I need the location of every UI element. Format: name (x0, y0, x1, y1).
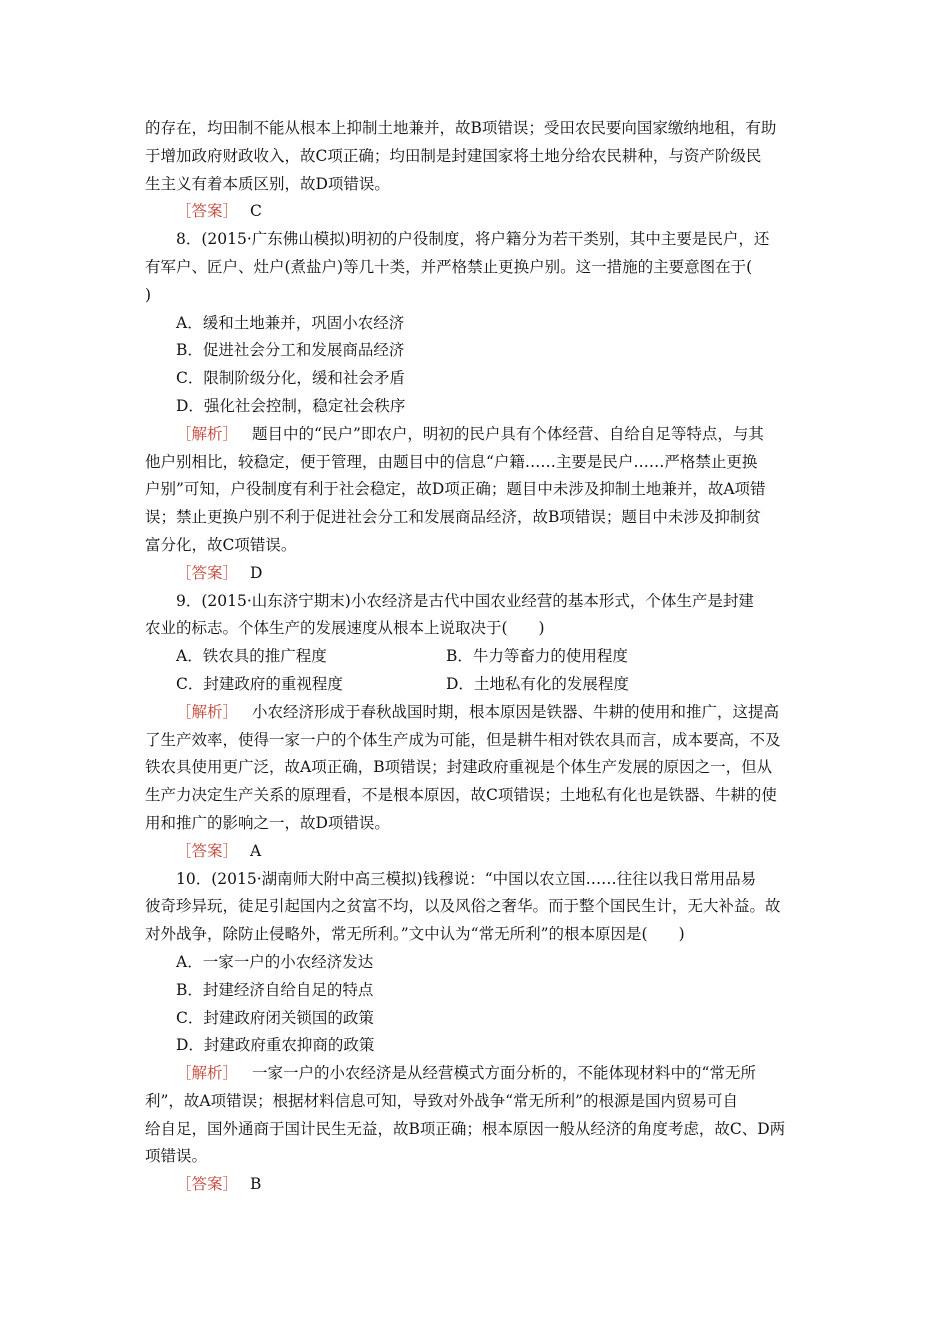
analysis-tag: ［解析］ (176, 702, 239, 721)
analysis-line (145, 421, 807, 449)
analysis-tag: ［解析］ (176, 1064, 239, 1083)
analysis-text: 一家一户的小农经济是从经营模式方面分析的，不能体现材料中的“常无所 (252, 1064, 756, 1083)
q9-answer (145, 838, 807, 866)
q8-answer (145, 560, 807, 588)
text-line: 生主义有着本质区别，故D项错误。 (145, 174, 390, 193)
question-9 (145, 588, 807, 866)
analysis-line: 铁农具使用更广泛，故A项正确，B项错误；封建政府重视是个体生产发展的原因之一，但从 (145, 758, 773, 777)
option-b: B．封建经济自给自足的特点 (176, 980, 374, 999)
answer-tag: ［答案］ (176, 563, 239, 582)
q7-answer (145, 198, 807, 226)
question-8 (145, 226, 807, 587)
option-a: A．缓和土地兼并，巩固小农经济 (176, 313, 405, 332)
analysis-line (145, 699, 807, 727)
answer-value: A (250, 841, 262, 860)
analysis-line: 户别”可知，户役制度有利于社会稳定，故D项正确；题目中未涉及抑制土地兼并，故A项错 (145, 480, 766, 499)
option-d: D．强化社会控制，稳定社会秩序 (176, 396, 406, 415)
question-10 (145, 866, 807, 1200)
text-line: 于增加政府财政收入，故C项正确；均田制是封建国家将土地分给农民耕种，与资产阶级民 (145, 146, 762, 165)
q8-analysis (145, 421, 807, 560)
option-b: B．促进社会分工和发展商品经济 (176, 341, 405, 360)
answer-tag: ［答案］ (176, 202, 239, 221)
analysis-line: 给自足，国外通商于国计民生无益，故B项正确；根本原因一般从经济的角度考虑，故C、D两 (145, 1119, 786, 1138)
question-stem: 有军户、匠户、灶户(煮盐户)等几十类，并严格禁止更换户别。这一措施的主要意图在于( (145, 257, 753, 276)
option-c: C．限制阶级分化，缓和社会矛盾 (176, 369, 405, 388)
analysis-text: 题目中的“民户”即农户，明初的民户具有个体经营、自给自足等特点，与其 (252, 424, 764, 443)
analysis-line (145, 1060, 807, 1088)
analysis-line: 利”，故A项错误；根据材料信息可知，导致对外战争“常无所利”的根源是国内贸易可自 (145, 1091, 738, 1110)
answer-tag: ［答案］ (176, 1175, 239, 1194)
question-stem: ) (145, 285, 152, 304)
option-a: A．铁农具的推广程度 (176, 647, 327, 666)
analysis-line: 用和推广的影响之一，故D项错误。 (145, 813, 390, 832)
text-line: 的存在，均田制不能从根本上抑制土地兼并，故B项错误；受田农民要向国家缴纳地租，有助 (145, 119, 777, 137)
question-stem: 9．(2015·山东济宁期末)小农经济是古代中国农业经营的基本形式，个体生产是封建 (176, 591, 754, 610)
q7-analysis-tail (145, 115, 807, 198)
answer-value: C (250, 202, 262, 221)
answer-value: D (250, 563, 263, 582)
question-stem: 对外战争，除防止侵略外，常无所利。”文中认为“常无所利”的根本原因是( ) (145, 925, 685, 944)
question-stem: 8．(2015·广东佛山模拟)明初的户役制度，将户籍分为若干类别，其中主要是民户，还 (176, 230, 770, 249)
option-a: A．一家一户的小农经济发达 (176, 952, 374, 971)
analysis-line: 误；禁止更换户别不利于促进社会分工和发展商品经济，故B项错误；题目中未涉及抑制贫 (145, 508, 761, 527)
document-page (145, 115, 807, 1199)
analysis-line: 项错误。 (145, 1147, 208, 1166)
analysis-line: 富分化，故C项错误。 (145, 535, 297, 554)
q9-analysis (145, 699, 807, 838)
analysis-line: 生产力决定生产关系的原理看，不是根本原因，故C项错误；土地私有化也是铁器、牛耕的使 (145, 786, 777, 805)
question-stem: 农业的标志。个体生产的发展速度从根本上说取决于( ) (145, 619, 545, 638)
answer-value: B (250, 1175, 262, 1194)
analysis-line: 了生产效率，使得一家一户的个体生产成为可能，但是耕牛相对铁农具而言，成本要高，不及 (145, 730, 781, 749)
analysis-tag: ［解析］ (176, 424, 239, 443)
option-c: C．封建政府的重视程度 (176, 674, 343, 693)
option-d: D．封建政府重农抑商的政策 (176, 1036, 375, 1055)
options-row (145, 643, 807, 671)
question-stem: 彼奇珍异玩，徒足引起国内之贫富不均，以及风俗之奢华。而于整个国民生计，无大补益。故 (145, 897, 781, 916)
analysis-text: 小农经济形成于春秋战国时期，根本原因是铁器、牛耕的使用和推广，这提高 (252, 702, 780, 721)
analysis-line: 他户别相比，较稳定，便于管理，由题目中的信息“户籍……主要是民户……严格禁止更换 (145, 452, 758, 471)
options-row (145, 671, 807, 699)
q10-answer (145, 1171, 807, 1199)
answer-tag: ［答案］ (176, 841, 239, 860)
question-stem: 10．(2015·湖南师大附中高三模拟)钱穆说：“中国以农立国……往往以我日常用品易 (176, 869, 757, 888)
option-c: C．封建政府闭关锁国的政策 (176, 1008, 374, 1027)
option-b: B．牛力等畜力的使用程度 (446, 647, 628, 666)
q10-analysis (145, 1060, 807, 1171)
option-d: D．土地私有化的发展程度 (446, 674, 629, 693)
